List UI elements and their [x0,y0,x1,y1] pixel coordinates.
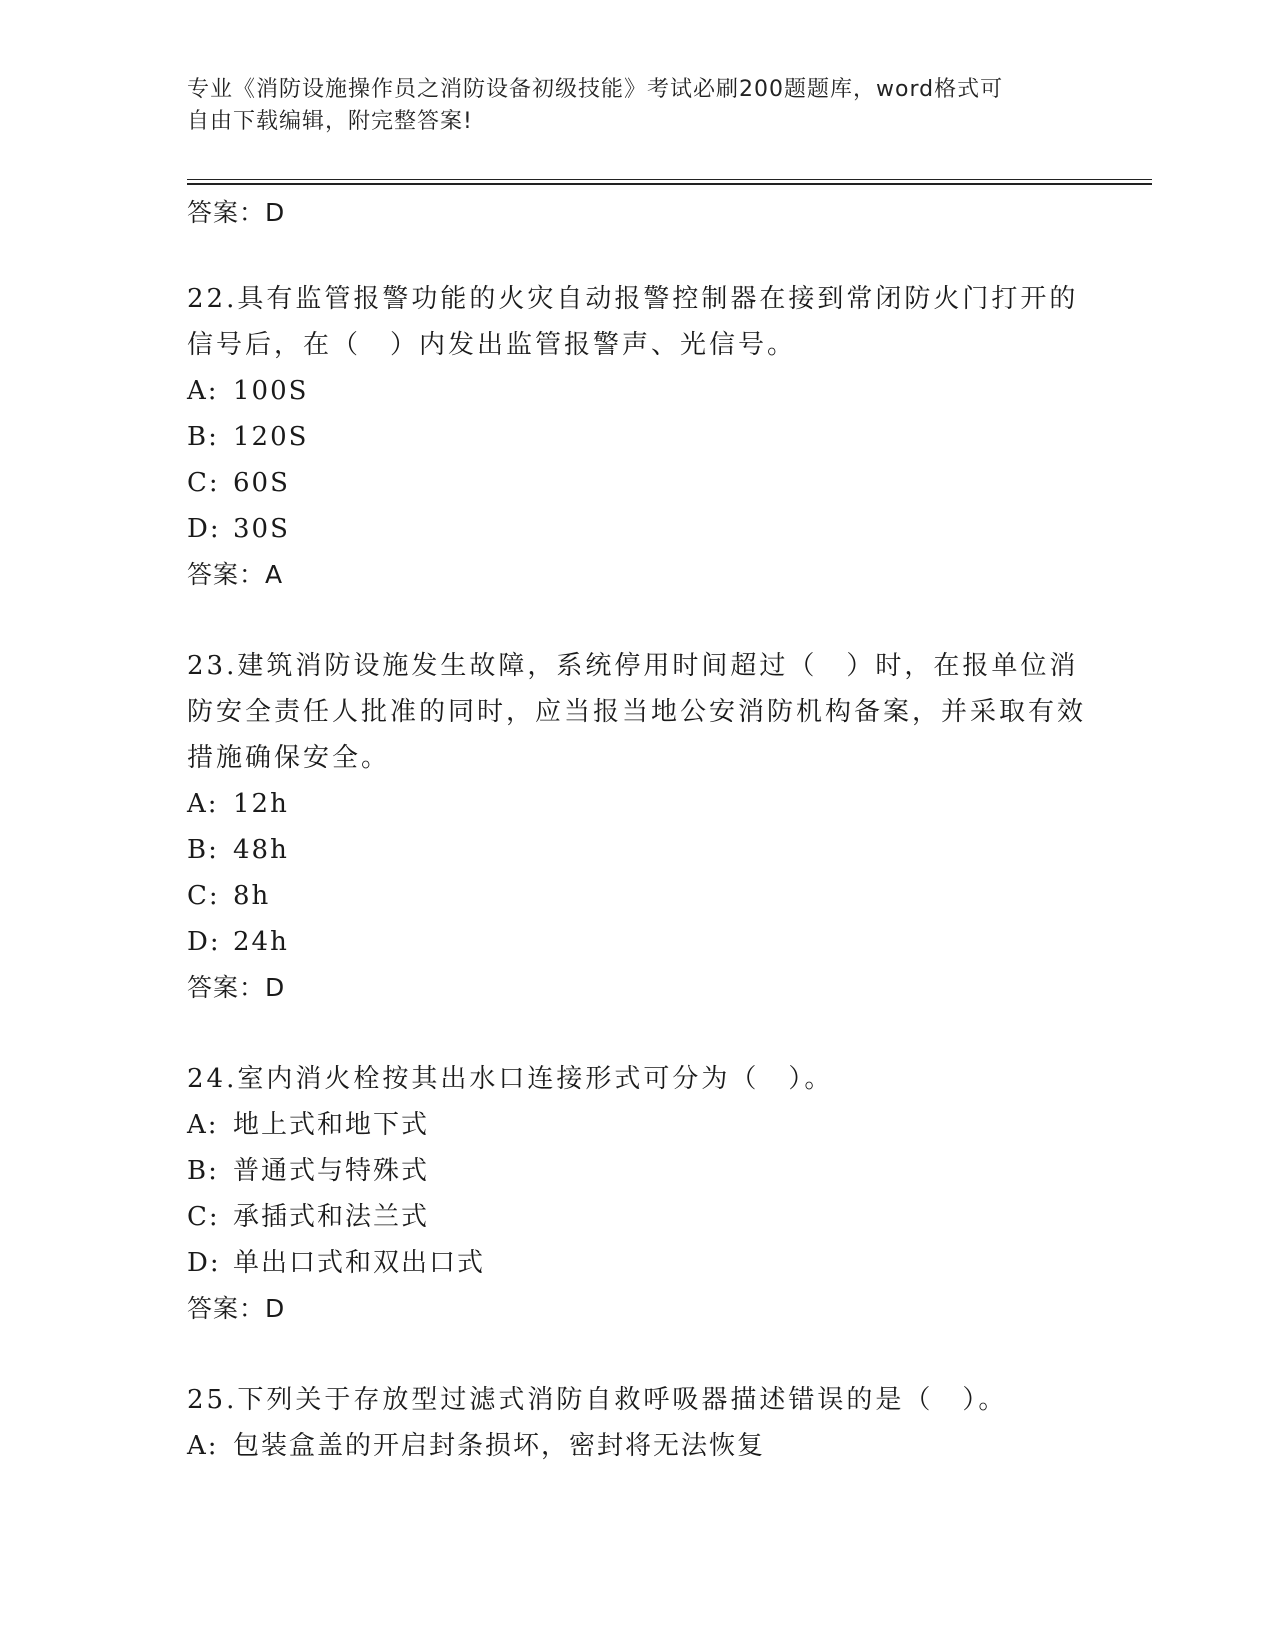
option-a [187,1102,1087,1148]
answer-value: D [265,973,286,1002]
question-22 [187,276,1087,598]
option-text: 普通式与特殊式 [233,1156,430,1186]
option-letter: D: [187,514,221,544]
option-text: 地上式和地下式 [233,1110,430,1140]
option-d [187,919,1087,965]
option-letter: A: [187,1110,219,1140]
answer-value: A [265,560,284,589]
option-text: 60S [233,468,290,498]
answer-line [187,190,1087,236]
option-a [187,1423,1087,1469]
option-text: 24h [233,927,289,957]
question-stem [187,643,1087,781]
answer-line [187,552,1087,598]
option-letter: D: [187,927,221,957]
option-letter: A: [187,789,219,819]
option-text: 30S [233,514,290,544]
answer-line [187,1286,1087,1332]
document-header [187,74,1087,138]
document-body [187,190,1087,1514]
option-text: 8h [233,881,271,911]
question-stem [187,1377,1087,1423]
option-letter: B: [187,835,219,865]
option-text: 100S [233,376,309,406]
option-letter: B: [187,422,219,452]
question-text: 建筑消防设施发生故障，系统停用时间超过（ ）时，在报单位消防安全责任人批准的同时，应当报当地公安消防机构备案，并采取有效措施确保安全。 [187,651,1087,773]
answer-label: 答案： [187,1294,266,1323]
answer-label: 答案： [187,973,266,1002]
answer-label: 答案： [187,198,266,227]
question-text: 具有监管报警功能的火灾自动报警控制器在接到常闭防火门打开的信号后，在（ ）内发出监管报警声、光信号。 [187,284,1079,360]
option-text: 120S [233,422,309,452]
question-24 [187,1056,1087,1332]
option-letter: B: [187,1156,219,1186]
option-letter: A: [187,1431,219,1461]
question-number: 23. [187,651,238,681]
option-text: 48h [233,835,289,865]
answer-label: 答案： [187,560,266,589]
option-b [187,827,1087,873]
option-c [187,460,1087,506]
option-text: 包装盒盖的开启封条损坏，密封将无法恢复 [233,1431,766,1461]
option-letter: C: [187,881,220,911]
question-text: 下列关于存放型过滤式消防自救呼吸器描述错误的是（ ）。 [237,1385,1008,1415]
header-line-1: 专业《消防设施操作员之消防设备初级技能》考试必刷200题题库，word格式可 [187,77,1004,102]
option-letter: C: [187,1202,220,1232]
question-number: 24. [187,1064,238,1094]
header-divider-thick [187,183,1152,185]
option-a [187,781,1087,827]
option-text: 12h [233,789,289,819]
question-stem [187,276,1087,368]
option-letter: C: [187,468,220,498]
option-b [187,414,1087,460]
question-number: 22. [187,284,238,314]
header-divider-thin [187,179,1152,180]
answer-value: D [265,198,286,227]
answer-value: D [265,1294,286,1323]
question-number: 25. [187,1385,238,1415]
option-text: 承插式和法兰式 [233,1202,430,1232]
question-stem [187,1056,1087,1102]
option-c [187,873,1087,919]
option-c [187,1194,1087,1240]
option-letter: D: [187,1248,221,1278]
option-letter: A: [187,376,219,406]
header-line-2: 自由下载编辑，附完整答案! [187,109,473,134]
option-text: 单出口式和双出口式 [233,1248,486,1278]
answer-line [187,965,1087,1011]
option-d [187,1240,1087,1286]
question-25 [187,1377,1087,1469]
option-d [187,506,1087,552]
option-b [187,1148,1087,1194]
question-23 [187,643,1087,1011]
option-a [187,368,1087,414]
question-text: 室内消火栓按其出水口连接形式可分为（ ）。 [237,1064,834,1094]
